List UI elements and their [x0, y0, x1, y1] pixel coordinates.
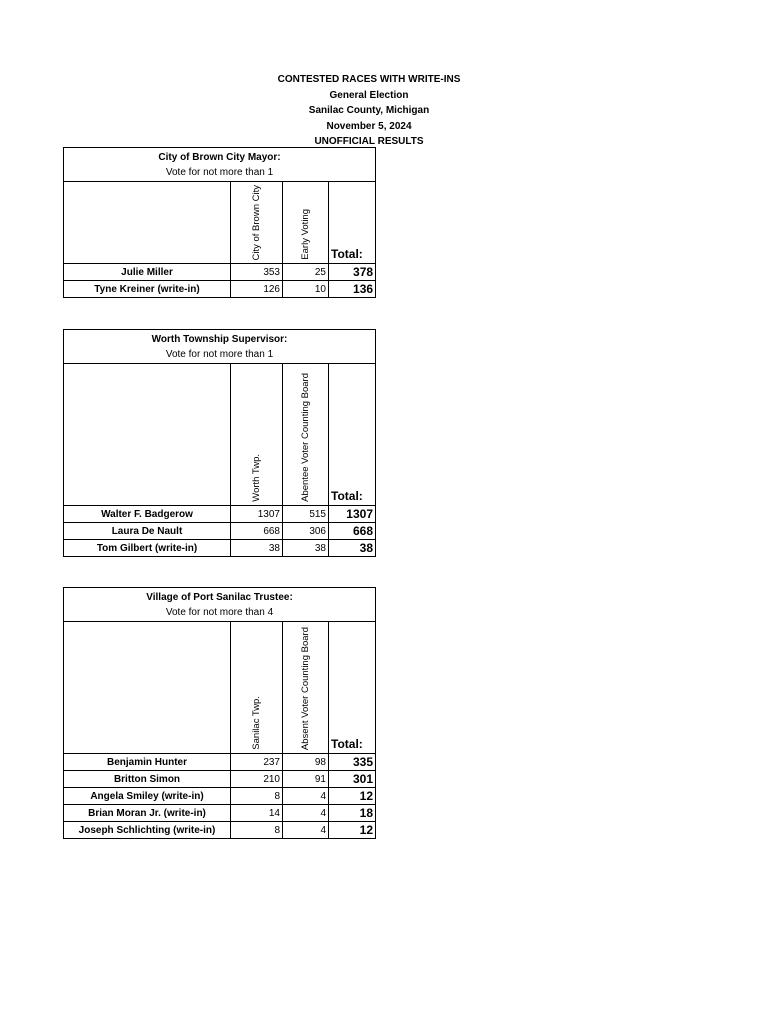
vote-count: 4 [283, 822, 329, 839]
race-vote-instruction: Vote for not more than 4 [165, 607, 274, 618]
race-title-block [64, 330, 376, 364]
vote-count: 10 [283, 281, 329, 298]
vote-total: 335 [329, 754, 376, 771]
vote-count: 8 [231, 788, 283, 805]
report-header [0, 72, 768, 150]
candidate-header-blank [64, 622, 231, 754]
county-name: Sanilac County, Michigan [308, 105, 430, 116]
vote-count: 306 [283, 523, 329, 540]
candidate-row [64, 822, 376, 839]
race-title: Worth Township Supervisor: [151, 334, 288, 345]
vote-total: 136 [329, 281, 376, 298]
vote-count: 4 [283, 788, 329, 805]
candidate-name: Joseph Schlichting (write-in) [64, 822, 231, 839]
report-title: CONTESTED RACES WITH WRITE-INS [277, 74, 461, 85]
vote-total: 668 [329, 523, 376, 540]
vote-count: 353 [231, 264, 283, 281]
vote-count: 668 [231, 523, 283, 540]
candidate-name: Britton Simon [64, 771, 231, 788]
vote-count: 91 [283, 771, 329, 788]
total-header: Total: [329, 622, 376, 754]
column-header: Worth Twp. [231, 364, 283, 506]
vote-total: 301 [329, 771, 376, 788]
vote-count: 237 [231, 754, 283, 771]
vote-count: 4 [283, 805, 329, 822]
race-table-port-sanilac-trustee [63, 587, 376, 839]
candidate-row [64, 264, 376, 281]
vote-count: 210 [231, 771, 283, 788]
race-title-block [64, 588, 376, 622]
total-header: Total: [329, 182, 376, 264]
vote-count: 25 [283, 264, 329, 281]
race-vote-instruction: Vote for not more than 1 [165, 349, 274, 360]
race-title-block [64, 148, 376, 182]
candidate-name: Brian Moran Jr. (write-in) [64, 805, 231, 822]
column-header: Abentee Voter Counting Board [283, 364, 329, 506]
race-vote-instruction: Vote for not more than 1 [165, 167, 274, 178]
vote-total: 12 [329, 822, 376, 839]
candidate-row [64, 771, 376, 788]
vote-total: 38 [329, 540, 376, 557]
election-name: General Election [329, 89, 409, 101]
vote-total: 378 [329, 264, 376, 281]
candidate-row [64, 281, 376, 298]
election-date: November 5, 2024 [326, 120, 412, 132]
vote-count: 1307 [231, 506, 283, 523]
candidate-row [64, 788, 376, 805]
vote-count: 98 [283, 754, 329, 771]
candidate-name: Tom Gilbert (write-in) [64, 540, 231, 557]
candidate-row [64, 506, 376, 523]
candidate-name: Walter F. Badgerow [64, 506, 231, 523]
candidate-header-blank [64, 364, 231, 506]
race-title: City of Brown City Mayor: [158, 152, 281, 163]
candidate-name: Benjamin Hunter [64, 754, 231, 771]
vote-total: 18 [329, 805, 376, 822]
candidate-header-blank [64, 182, 231, 264]
vote-count: 38 [283, 540, 329, 557]
candidate-row [64, 754, 376, 771]
column-header: Early Voting [283, 182, 329, 264]
vote-count: 515 [283, 506, 329, 523]
race-table-worth-township-supervisor [63, 329, 376, 557]
vote-count: 8 [231, 822, 283, 839]
candidate-row [64, 540, 376, 557]
candidate-name: Laura De Nault [64, 523, 231, 540]
race-table-brown-city-mayor [63, 147, 376, 298]
vote-count: 38 [231, 540, 283, 557]
results-status: UNOFFICIAL RESULTS [314, 136, 424, 147]
candidate-name: Julie Miller [64, 264, 231, 281]
vote-total: 12 [329, 788, 376, 805]
race-title: Village of Port Sanilac Trustee: [146, 592, 293, 603]
column-header: Sanilac Twp. [231, 622, 283, 754]
vote-total: 1307 [329, 506, 376, 523]
column-header: City of Brown City [231, 182, 283, 264]
candidate-name: Tyne Kreiner (write-in) [64, 281, 231, 298]
candidate-row [64, 805, 376, 822]
vote-count: 126 [231, 281, 283, 298]
total-header: Total: [329, 364, 376, 506]
vote-count: 14 [231, 805, 283, 822]
candidate-name: Angela Smiley (write-in) [64, 788, 231, 805]
column-header: Absent Voter Counting Board [283, 622, 329, 754]
candidate-row [64, 523, 376, 540]
